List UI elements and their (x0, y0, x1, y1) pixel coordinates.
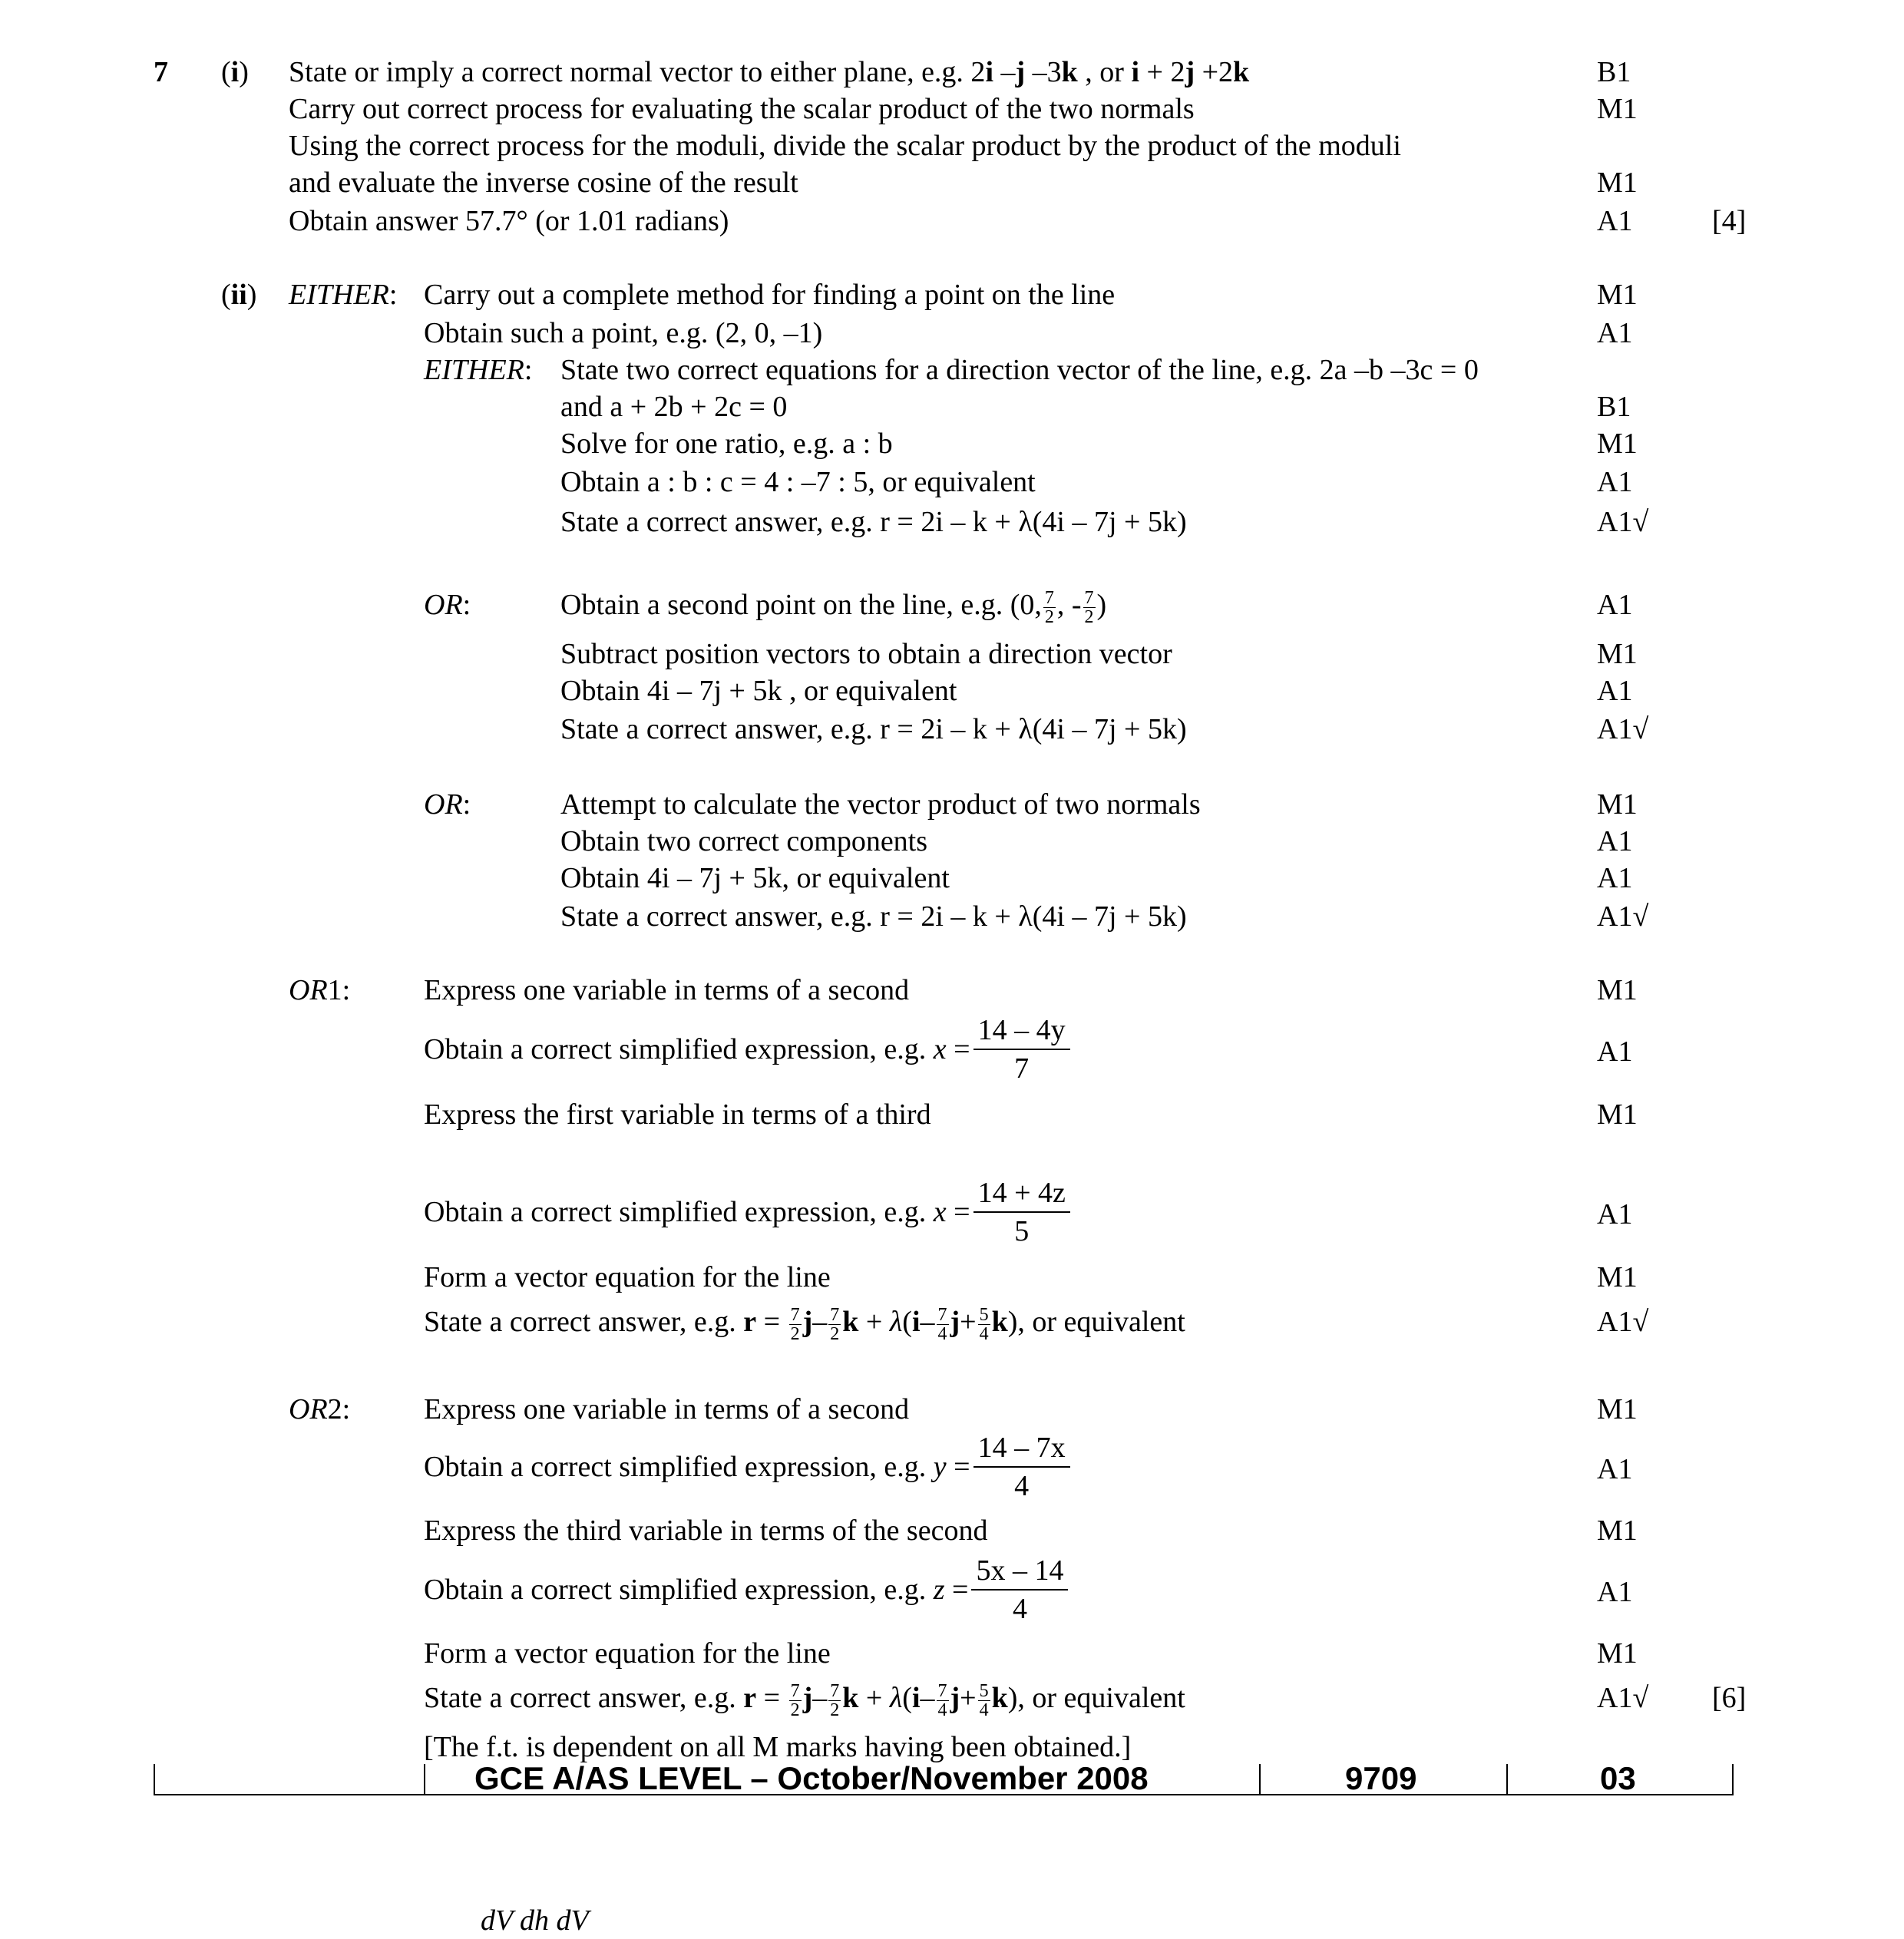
or2-line-4: Obtain a correct simplified expression, e.g. z = $\frac{5x - 14}{4}$ (424, 1552, 1071, 1627)
or1-line-5: Form a vector equation for the line (424, 1261, 831, 1293)
sub-or-a-line-1: Obtain a second point on the line, e.g. (0, $\frac{7}{2}$ , - $\frac{7}{2}$ ) (560, 587, 1107, 627)
mark: M1 (1597, 1515, 1638, 1547)
fraction: $\frac{14 - 4y}{7}$ (973, 1012, 1070, 1087)
footer-divider (1732, 1764, 1734, 1795)
or1-line-4: Obtain a correct simplified expression, e.g. x = $\frac{14 + 4z}{5}$ (424, 1174, 1073, 1250)
sub-or-a-line-4: State a correct answer, e.g. r = 2i – k + λ(4i – 7j + 5k) (560, 713, 1187, 745)
mark: A1 (1597, 589, 1633, 621)
mark: M1 (1597, 788, 1638, 821)
mark: A1 (1597, 1576, 1633, 1608)
mark: M1 (1597, 428, 1638, 460)
mark: A1 (1597, 1453, 1633, 1485)
mark: A1 (1597, 675, 1633, 707)
mark: M1 (1597, 167, 1638, 199)
sub-or-b-line-1: Attempt to calculate the vector product of two normals (560, 788, 1201, 821)
footer-syllabus: 9709 (1345, 1760, 1417, 1796)
part-i-line-3: Using the correct process for the moduli, divide the scalar product by the product of the moduli (289, 130, 1401, 162)
mark: M1 (1597, 279, 1638, 311)
footer-exam: GCE A/AS LEVEL – October/November 2008 (474, 1760, 1149, 1796)
fraction: $\frac{7}{2}$ (1084, 587, 1094, 627)
or2-line-1: Express one variable in terms of a second (424, 1393, 910, 1425)
sub-or-b-label: OR: (424, 788, 471, 821)
mark: A1 (1597, 317, 1633, 349)
or2-line-5: Form a vector equation for the line (424, 1637, 831, 1670)
mark: A1√ (1597, 1682, 1649, 1714)
mark: A1 (1597, 1036, 1633, 1068)
or2-label: OR2: (289, 1393, 351, 1425)
either-line-1: Carry out a complete method for finding a point on the line (424, 279, 1116, 311)
sub-either-line-1: State two correct equations for a direction vector of the line, e.g. 2a –b –3c = 0 (560, 354, 1479, 386)
mark: B1 (1597, 391, 1631, 423)
sub-or-a-line-2: Subtract position vectors to obtain a direction vector (560, 638, 1172, 670)
or1-line-2: Obtain a correct simplified expression, e.g. x = $\frac{14 - 4y}{7}$ (424, 1012, 1073, 1087)
mark: A1 (1597, 825, 1633, 857)
mark: M1 (1597, 1637, 1638, 1670)
mark: M1 (1597, 974, 1638, 1006)
fraction: $\frac{5x - 14}{4}$ (971, 1552, 1068, 1627)
mark: A1√ (1597, 900, 1649, 933)
mark: A1 (1597, 205, 1633, 237)
question-number: 7 (154, 56, 168, 88)
footer-divider (1506, 1764, 1508, 1795)
sub-or-b-line-2: Obtain two correct components (560, 825, 928, 857)
mark: A1√ (1597, 713, 1649, 745)
or2-line-2: Obtain a correct simplified expression, e.g. y = $\frac{14 - 7x}{4}$ (424, 1429, 1073, 1505)
part-i-line-2: Carry out correct process for evaluating the scalar product of the two normals (289, 93, 1195, 125)
sub-either-label: EITHER: (424, 354, 533, 386)
mark: B1 (1597, 56, 1631, 88)
or1-line-3: Express the first variable in terms of a third (424, 1098, 931, 1131)
footer-paper: 03 (1600, 1760, 1636, 1796)
either-line-2: Obtain such a point, e.g. (2, 0, –1) (424, 317, 823, 349)
mark: M1 (1597, 638, 1638, 670)
fraction: $\frac{14 + 4z}{5}$ (973, 1174, 1070, 1250)
footer-divider (154, 1764, 155, 1795)
mark: A1√ (1597, 1306, 1649, 1338)
sub-either-line-4: Obtain a : b : c = 4 : –7 : 5, or equivalent (560, 466, 1036, 498)
mark: M1 (1597, 1098, 1638, 1131)
part-i-line-1: State or imply a correct normal vector to either plane, e.g. 2i –j –3k , or i + 2j +2k (289, 56, 1250, 88)
ft-note: [The f.t. is dependent on all M marks having been obtained.] (424, 1731, 1132, 1763)
sub-or-a-line-3: Obtain 4i – 7j + 5k , or equivalent (560, 675, 957, 707)
part-i-line-4: and evaluate the inverse cosine of the result (289, 167, 798, 199)
either-label: EITHER: (289, 279, 398, 311)
mark: A1√ (1597, 506, 1649, 538)
fraction: $\frac{14 - 7x}{4}$ (973, 1429, 1070, 1505)
footer-divider (424, 1764, 425, 1795)
mark: A1 (1597, 466, 1633, 498)
sub-or-b-line-3: Obtain 4i – 7j + 5k, or equivalent (560, 862, 950, 894)
fraction: $\frac{7}{2}$ (1044, 587, 1054, 627)
sub-or-b-line-4: State a correct answer, e.g. r = 2i – k + λ(4i – 7j + 5k) (560, 900, 1187, 933)
or2-line-6: State a correct answer, e.g. r = $\frac{7}{2}$ j– $\frac{7}{2}$ k + λ(i– $\frac{7}{4}$ j+ $\frac{5}{4}$ k), or equivalent (424, 1680, 1185, 1720)
sub-either-line-2: and a + 2b + 2c = 0 (560, 391, 788, 423)
cutoff-text: dV dh dV (481, 1904, 589, 1937)
or2-line-3: Express the third variable in terms of the second (424, 1515, 988, 1547)
mark: M1 (1597, 93, 1638, 125)
part-ii-label: (ii) (221, 279, 257, 311)
part-i-line-5: Obtain answer 57.7° (or 1.01 radians) (289, 205, 729, 237)
or1-line-1: Express one variable in terms of a second (424, 974, 910, 1006)
mark: A1 (1597, 862, 1633, 894)
sub-either-line-5: State a correct answer, e.g. r = 2i – k + λ(4i – 7j + 5k) (560, 506, 1187, 538)
mark: A1 (1597, 1198, 1633, 1230)
mark: M1 (1597, 1261, 1638, 1293)
footer-divider (1259, 1764, 1261, 1795)
or1-line-6: State a correct answer, e.g. r = $\frac{7}{2}$ j– $\frac{7}{2}$ k + λ(i– $\frac{7}{4}$ j+ $\frac{5}{4}$ k), or equivalent (424, 1304, 1185, 1344)
part-i-label: (i) (221, 56, 249, 88)
mark: M1 (1597, 1393, 1638, 1425)
sub-or-a-label: OR: (424, 589, 471, 621)
or1-label: OR1: (289, 974, 351, 1006)
part-i-total: [4] (1712, 205, 1747, 237)
part-ii-total: [6] (1712, 1682, 1747, 1714)
sub-either-line-3: Solve for one ratio, e.g. a : b (560, 428, 893, 460)
